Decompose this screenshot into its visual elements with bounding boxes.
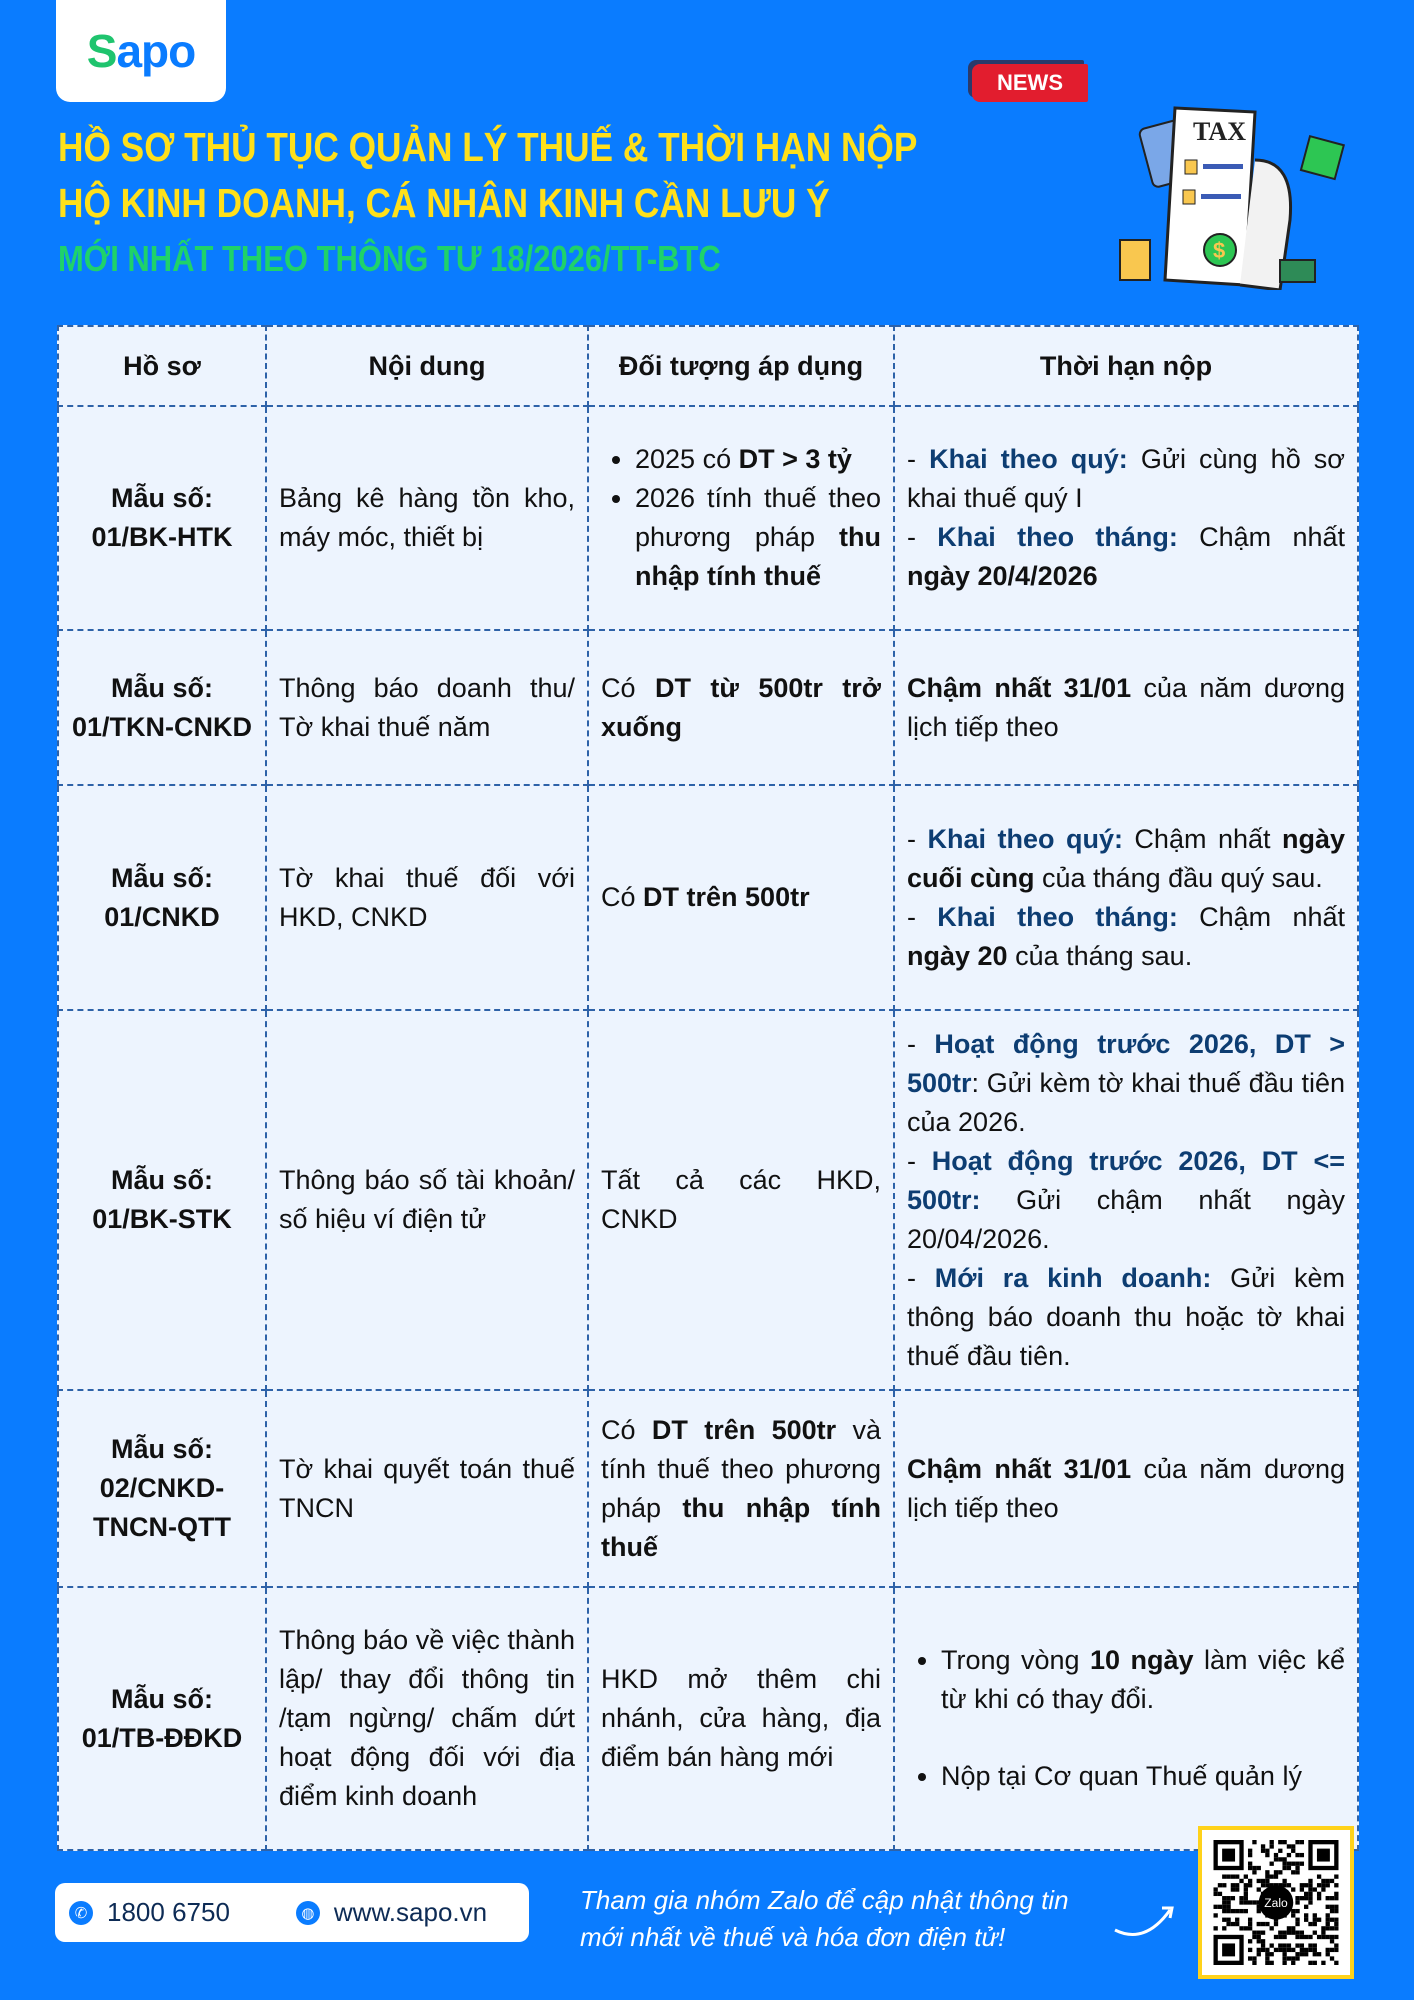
deadline (894, 406, 1358, 630)
paragraph (907, 898, 1345, 976)
tax-document-illustration (1105, 100, 1355, 290)
title-line-2: HỘ KINH DOANH, CÁ NHÂN KINH CẦN LƯU Ý (58, 180, 830, 226)
bold-text: DT trên 500tr (651, 1414, 837, 1445)
bullet-list (907, 1641, 1345, 1796)
text: Bảng kê hàng tồn kho, máy móc, thiết bị (279, 483, 575, 552)
header-content: Nội dung (266, 326, 588, 406)
text: - (907, 522, 938, 552)
text: - (907, 901, 938, 932)
news-badge: NEWS (972, 64, 1088, 102)
form-content (266, 1587, 588, 1850)
text: của năm dương lịch tiếp theo (907, 672, 1346, 742)
bold-text: DT trên 500tr (643, 882, 810, 912)
highlight-label: Hoạt động trước 2026, DT <= 500tr: (907, 1145, 1345, 1215)
form-code: Mẫu số: 01/TKN-CNKD (58, 630, 266, 785)
text: - (907, 444, 930, 474)
table-row (58, 630, 1358, 785)
highlight-label: Khai theo quý: (929, 444, 1128, 474)
header-deadline: Thời hạn nộp (894, 326, 1358, 406)
paragraph (907, 669, 1345, 747)
applicable-target (588, 1010, 894, 1390)
bold-text: Chậm nhất 31/01 (907, 1453, 1132, 1484)
table-row (58, 785, 1358, 1010)
header-target: Đối tượng áp dụng (588, 326, 894, 406)
form-content (266, 1390, 588, 1587)
bold-text: 10 ngày (1090, 1645, 1194, 1675)
form-code: Mẫu số: 01/TB-ĐĐKD (58, 1587, 266, 1850)
text: của tháng sau. (1007, 940, 1193, 971)
text: Có (601, 882, 644, 912)
form-content (266, 406, 588, 630)
applicable-target (588, 1390, 894, 1587)
paragraph (907, 440, 1345, 518)
bullet-list (601, 440, 881, 596)
text: Chậm nhất (1177, 901, 1345, 932)
bullet-item (635, 479, 881, 596)
highlight-label: Khai theo tháng: (937, 522, 1178, 552)
deadline (894, 630, 1358, 785)
phone-number[interactable]: 1800 6750 (107, 1897, 230, 1927)
applicable-target (588, 785, 894, 1010)
text: Tờ khai quyết toán thuế TNCN (279, 1453, 575, 1523)
paragraph (601, 1660, 881, 1777)
text: : Gửi kèm tờ khai thuế đầu tiên của 2026. (907, 1067, 1345, 1137)
bold-text: ngày 20 (907, 940, 1008, 971)
text: - (907, 1262, 935, 1293)
text: Có (601, 1414, 652, 1445)
table-row (58, 1390, 1358, 1587)
text: Gửi kèm thông báo doanh thu hoặc tờ khai thuế đầu tiên. (907, 1262, 1345, 1371)
applicable-target (588, 630, 894, 785)
sapo-logo: S apo (56, 0, 226, 102)
zalo-invite-line-2: mới nhất về thuế và hóa đơn điện tử! (580, 1922, 1006, 1952)
bold-text: ngày cuối cùng (907, 823, 1346, 893)
website-link[interactable]: www.sapo.vn (333, 1897, 488, 1927)
bold-text: DT từ 500tr trở xuống (601, 672, 881, 742)
form-code: Mẫu số: 02/CNKD-TNCN-QTT (58, 1390, 266, 1587)
phone-icon: ✆ (69, 1901, 93, 1925)
zalo-invite-text (580, 1882, 1069, 1956)
text: của tháng đầu quý sau. (1034, 862, 1323, 893)
paragraph (907, 1025, 1345, 1142)
deadline (894, 785, 1358, 1010)
bullet-item (941, 1641, 1345, 1719)
paragraph (279, 1450, 575, 1528)
paragraph (907, 518, 1345, 596)
text: - (907, 823, 928, 854)
paragraph (279, 479, 575, 557)
text: Chậm nhất (1177, 522, 1345, 552)
text: Thông báo số tài khoản/ số hiệu ví điện tử (279, 1165, 575, 1234)
highlight-label: Khai theo quý: (927, 823, 1123, 854)
text: Có (601, 672, 655, 703)
form-code: Mẫu số: 01/CNKD (58, 785, 266, 1010)
highlight-label: Hoạt động trước 2026, DT > 500tr (907, 1028, 1345, 1098)
applicable-target (588, 1587, 894, 1850)
highlight-label: Mới ra kinh doanh: (934, 1262, 1212, 1293)
paragraph (279, 859, 575, 937)
paragraph (279, 1621, 575, 1816)
table-row (58, 406, 1358, 630)
highlight-label: Khai theo tháng: (937, 901, 1178, 932)
text: làm việc kể từ khi có thay đổi. (941, 1645, 1345, 1714)
text: Nộp tại Cơ quan Thuế quản lý (941, 1761, 1302, 1791)
text: HKD mở thêm chi nhánh, cửa hàng, địa điểm bán hàng mới (601, 1664, 881, 1772)
tax-forms-table (57, 325, 1359, 1851)
text: - (907, 1028, 935, 1059)
table-row (58, 1010, 1358, 1390)
paragraph (279, 669, 575, 747)
zalo-qr-code[interactable] (1198, 1826, 1354, 1979)
bold-text: thu nhập tính thuế (635, 522, 881, 591)
paragraph (907, 1259, 1345, 1376)
bold-text: Chậm nhất 31/01 (907, 672, 1132, 703)
bullet-item (941, 1757, 1345, 1796)
zalo-invite-line-1: Tham gia nhóm Zalo để cập nhật thông tin (580, 1885, 1069, 1915)
paragraph (907, 1450, 1345, 1528)
title-subtitle: MỚI NHẤT THEO THÔNG TƯ 18/2026/TT-BTC (58, 238, 721, 279)
text: Thông báo về việc thành lập/ thay đổi thông tin /tạm ngừng/ chấm dứt hoạt động đối với địa điểm kinh doanh (279, 1625, 575, 1811)
form-code: Mẫu số: 01/BK-STK (58, 1010, 266, 1390)
table-header-row (58, 326, 1358, 406)
text: Tất cả các HKD, CNKD (601, 1165, 881, 1234)
paragraph (601, 878, 881, 917)
applicable-target (588, 406, 894, 630)
text: và tính thuế theo phương pháp (601, 1414, 881, 1523)
form-content (266, 630, 588, 785)
title-line-1: HỒ SƠ THỦ TỤC QUẢN LÝ THUẾ & THỜI HẠN NỘP (58, 124, 918, 170)
deadline (894, 1587, 1358, 1850)
form-code: Mẫu số: 01/BK-HTK (58, 406, 266, 630)
bullet-item (635, 440, 881, 479)
form-content (266, 785, 588, 1010)
paragraph (907, 820, 1345, 898)
bold-text: ngày 20/4/2026 (907, 561, 1098, 591)
text: 2026 tính thuế theo phương pháp (635, 483, 881, 552)
paragraph (279, 1161, 575, 1239)
text: - (907, 1145, 932, 1176)
paragraph (601, 1411, 881, 1567)
form-content (266, 1010, 588, 1390)
text: của năm dương lịch tiếp theo (907, 1453, 1346, 1523)
deadline (894, 1010, 1358, 1390)
curved-arrow-icon (1110, 1900, 1180, 1940)
text: 2025 có (635, 444, 739, 474)
svg-text:$: $ (1213, 238, 1226, 263)
text: Chậm nhất (1122, 823, 1282, 854)
table-row (58, 1587, 1358, 1850)
bold-text: thu nhập tính thuế (601, 1492, 881, 1562)
text: Gửi chậm nhất ngày 20/04/2026. (907, 1184, 1345, 1254)
paragraph (601, 1161, 881, 1239)
paragraph (907, 1142, 1345, 1259)
paragraph (601, 669, 881, 747)
header-form: Hồ sơ (58, 326, 266, 406)
zalo-label: Zalo (1264, 1896, 1288, 1911)
globe-icon: ◍ (296, 1901, 320, 1925)
deadline (894, 1390, 1358, 1587)
bold-text: DT > 3 tỷ (738, 444, 852, 474)
text: Trong vòng (941, 1645, 1091, 1675)
contact-box (55, 1883, 529, 1942)
svg-text:TAX: TAX (1193, 117, 1246, 146)
text: Tờ khai thuế đối với HKD, CNKD (279, 862, 575, 932)
text: Thông báo doanh thu/ Tờ khai thuế năm (279, 672, 575, 742)
text: Gửi cùng hồ sơ khai thuế quý I (907, 444, 1346, 513)
